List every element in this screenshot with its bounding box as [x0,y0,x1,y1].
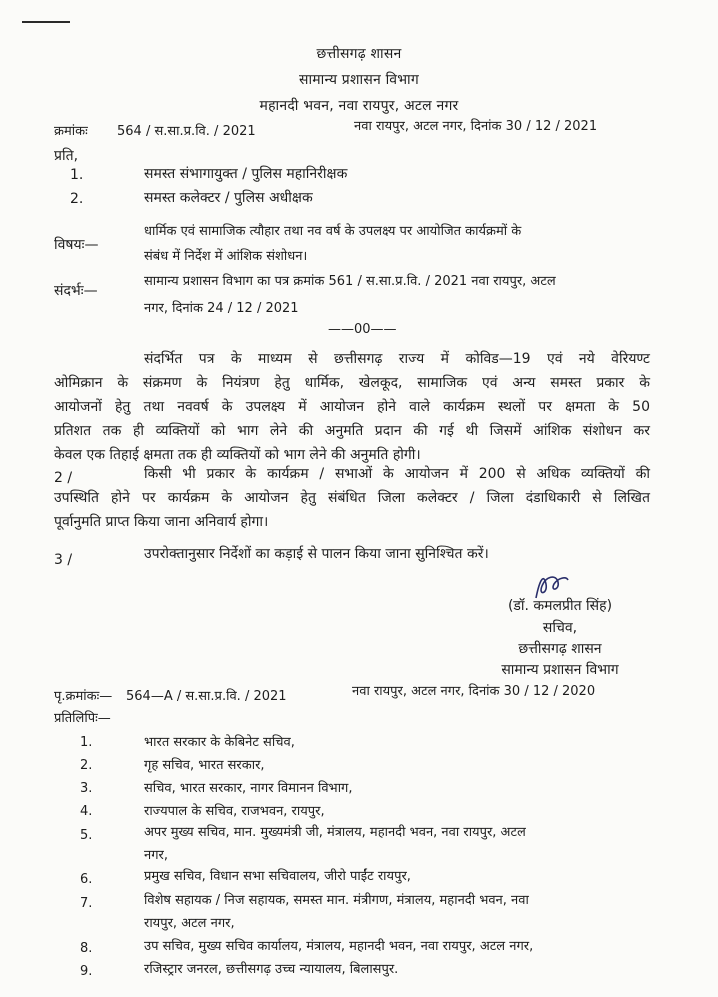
signatory-designation: सचिव, [542,620,578,636]
copy-item: विशेष सहायक / निज सहायक, समस्त मान. मंत्रीगण, मंत्रालय, महानदी भवन, नवा [144,893,529,908]
paragraph-3: उपरोक्तानुसार निर्देशों का कड़ाई से पालन किया जाना सुनिश्चित करें। [144,546,489,562]
paragraph-1-line: संदर्भित पत्र के माध्यम से छत्तीसगढ़ राज्य में कोविड—19 एवं नये वेरियण्ट [144,351,650,367]
subject-line-2: संबंध में निर्देश में आंशिक संशोधन। [144,249,308,264]
header-department: सामान्य प्रशासन विभाग [299,72,419,88]
copy-num: 1. [80,735,93,750]
paragraph-1-line: केवल एक तिहाई क्षमता तक ही व्यक्तियों को भाग लेने की अनुमति होगी। [54,447,421,463]
copy-item: गृह सचिव, भारत सरकार, [144,758,265,773]
subject-label: विषयः— [54,237,99,253]
subject-line-1: धार्मिक एवं सामाजिक त्यौहार तथा नव वर्ष के उपलक्ष्य पर आयोजित कार्यक्रमों के [144,224,522,239]
paragraph-2-line: उपस्थिति होने पर कार्यक्रम के आयोजन हेतु संबंधित जिला कलेक्टर / जिला दंडाधिकारी से लिखित [54,490,650,506]
addressee-label: प्रति, [54,148,79,164]
signatory-org: छत्तीसगढ़ शासन [518,641,602,657]
copy-num: 7. [80,896,93,911]
copy-item: प्रमुख सचिव, विधान सभा सचिवालय, जीरो पाईंट रायपुर, [144,869,411,884]
endorsement-place-date: नवा रायपुर, अटल नगर, दिनांक 30 / 12 / 2020 [352,684,596,699]
paragraph-2-number: 2 / [54,470,73,486]
copy-num: 3. [80,781,93,796]
top-margin-mark [22,21,70,23]
paragraph-2-line: किसी भी प्रकार के कार्यक्रम / सभाओं के आयोजन में 200 से अधिक व्यक्तियों की [144,466,650,482]
copy-item: रजिस्ट्रार जनरल, छत्तीसगढ़ उच्च न्यायालय, बिलासपुर. [144,962,399,977]
addressee-num-2: 2. [70,191,84,207]
signatory-department: सामान्य प्रशासन विभाग [501,662,619,678]
reference-line-2: नगर, दिनांक 24 / 12 / 2021 [144,301,299,316]
paragraph-1 [54,347,650,467]
copy-to-label: प्रतिलिपिः— [54,711,111,726]
reference-label: संदर्भः— [54,283,98,299]
copy-item: सचिव, भारत सरकार, नागर विमानन विभाग, [144,781,353,796]
copy-num: 9. [80,964,93,979]
endorsement-label: पृ.क्रमांकः— [54,689,113,704]
header-government: छत्तीसगढ़ शासन [316,46,402,62]
signatory-name: (डॉ. कमलप्रीत सिंह) [507,598,613,614]
copy-num: 4. [80,804,93,819]
copy-item-continued: नगर, [144,848,168,863]
addressee-1: समस्त संभागायुक्त / पुलिस महानिरीक्षक [144,166,348,182]
paragraph-1-line: प्रतिशत तक ही व्यक्तियों को भाग लेने की अनुमति प्रदान की गई थी जिसमें आंशिक संशोधन कर [54,423,650,439]
ref-label: क्रमांकः [54,124,88,139]
reference-line-1: सामान्य प्रशासन विभाग का पत्र क्रमांक 561 / स.सा.प्र.वि. / 2021 नवा रायपुर, अटल [144,274,556,289]
paragraph-1-line: आयोजनों हेतु तथा नववर्ष के उपलक्ष्य में आयोजन होने वाले कार्यक्रम स्थलों पर क्षमता के 50 [54,399,650,415]
endorsement-number: 564—A / स.सा.प्र.वि. / 2021 [126,689,287,704]
paragraph-2-line: पूर्वानुमति प्राप्त किया जाना अनिवार्य होगा। [54,514,269,530]
paragraph-2 [54,462,650,534]
paragraph-3-number: 3 / [54,552,73,568]
addressee-num-1: 1. [70,167,84,183]
copy-item: राज्यपाल के सचिव, राजभवन, रायपुर, [144,804,325,819]
copy-item: अपर मुख्य सचिव, मान. मुख्यमंत्री जी, मंत्रालय, महानदी भवन, नवा रायपुर, अटल [144,825,526,840]
header-address: महानदी भवन, नवा रायपुर, अटल नगर [259,98,459,114]
copy-num: 2. [80,758,93,773]
addressee-2: समस्त कलेक्टर / पुलिस अधीक्षक [144,190,313,206]
copy-item-continued: रायपुर, अटल नगर, [144,916,235,931]
paragraph-1-line: ओमिक्रान के संक्रमण के नियंत्रण हेतु धार्मिक, खेलकूद, सामाजिक एवं अन्य समस्त प्रकार के [54,375,650,391]
copy-num: 8. [80,941,93,956]
ref-place-date: नवा रायपुर, अटल नगर, दिनांक 30 / 12 / 2021 [354,119,598,134]
ref-number: 564 / स.सा.प्र.वि. / 2021 [117,124,256,139]
copy-num: 5. [80,828,93,843]
copy-num: 6. [80,872,93,887]
copy-item: भारत सरकार के केबिनेट सचिव, [144,735,295,750]
separator: ——00—— [328,322,397,337]
copy-item: उप सचिव, मुख्य सचिव कार्यालय, मंत्रालय, महानदी भवन, नवा रायपुर, अटल नगर, [144,939,534,954]
